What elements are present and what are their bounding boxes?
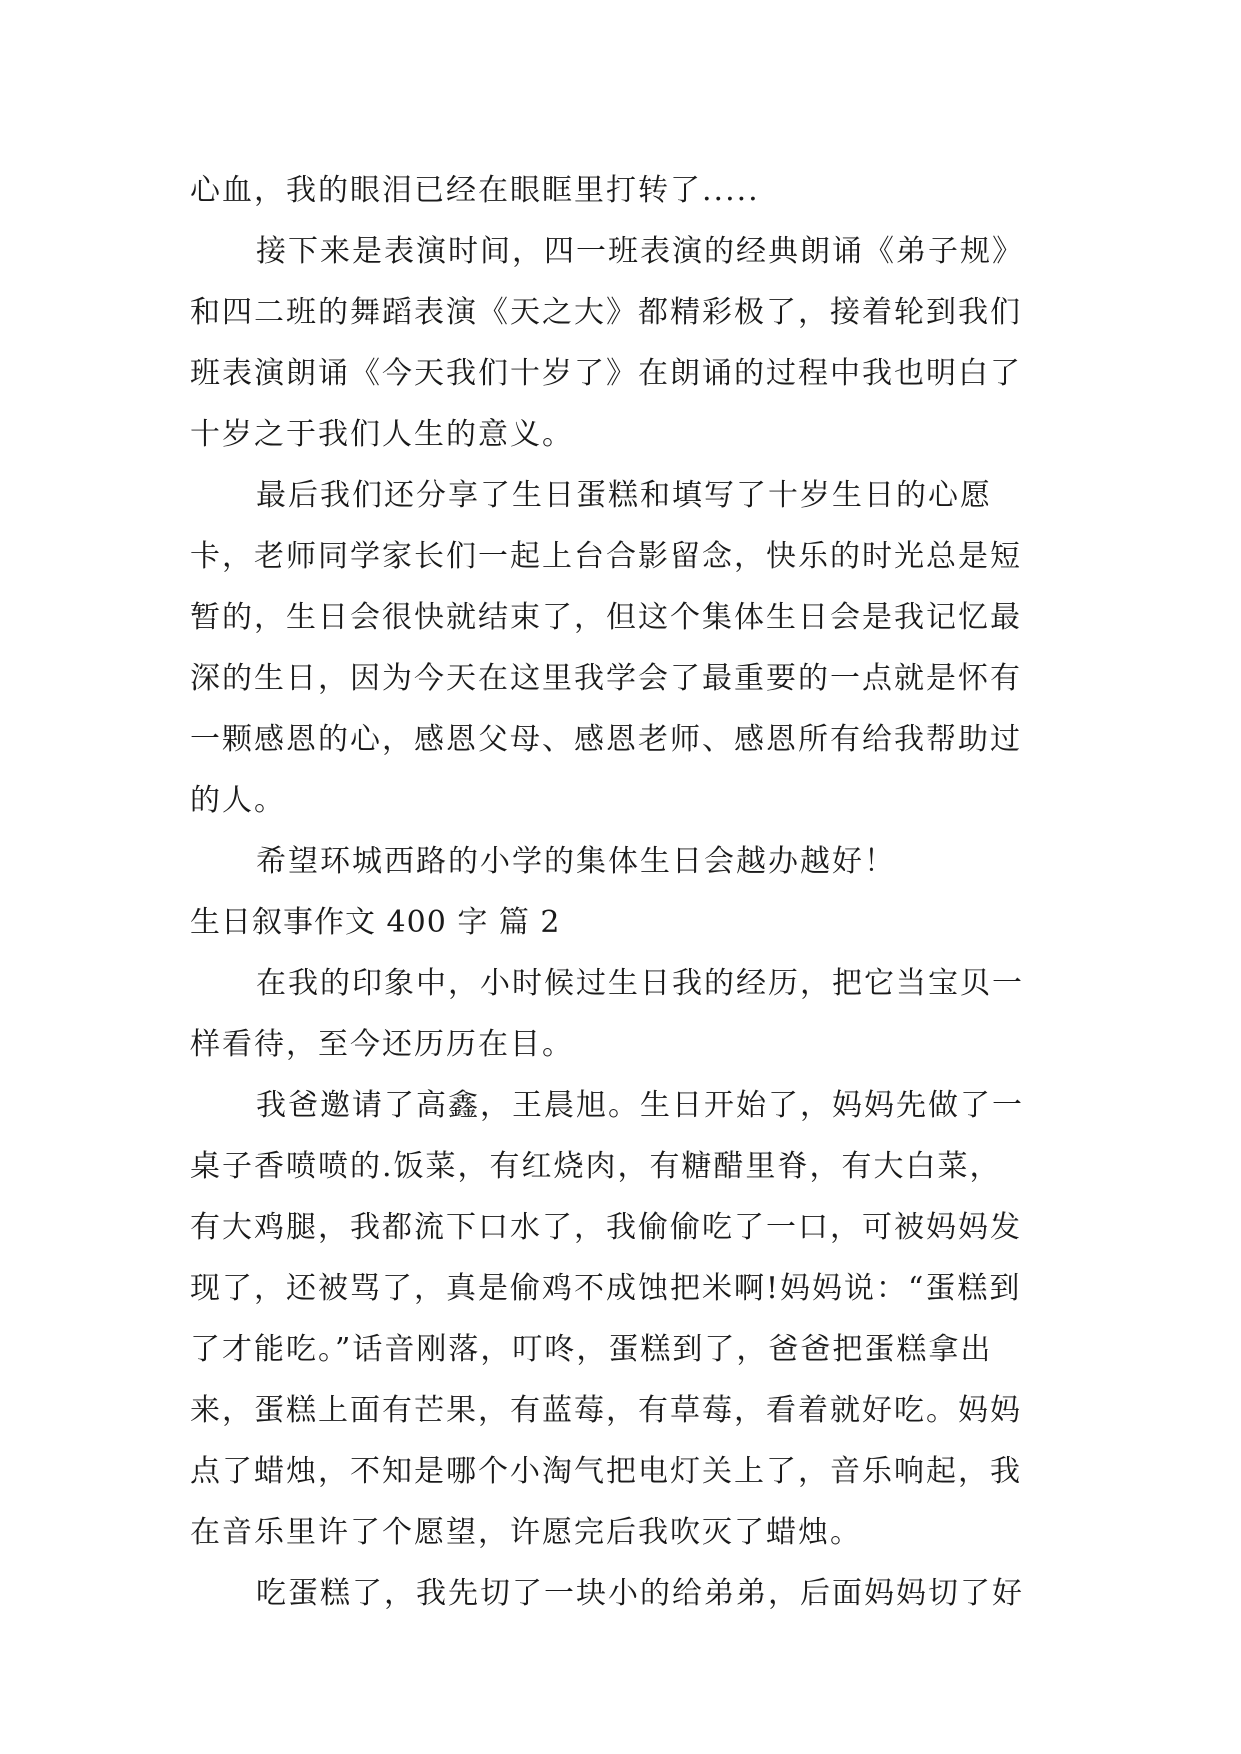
section-heading: 生日叙事作文 400 字 篇 2 [190,905,561,940]
text-line: 一颗感恩的心，感恩父母、感恩老师、感恩所有给我帮助过 [190,722,1022,757]
text-line: 有大鸡腿，我都流下口水了，我偷偷吃了一口，可被妈妈发 [190,1210,1022,1245]
text-line: 深的生日，因为今天在这里我学会了最重要的一点就是怀有 [190,661,1022,696]
text-line: 吃蛋糕了，我先切了一块小的给弟弟，后面妈妈切了好 [256,1576,1024,1611]
text-line: 在音乐里许了个愿望，许愿完后我吹灭了蜡烛。 [190,1515,862,1550]
text-line: 暂的，生日会很快就结束了，但这个集体生日会是我记忆最 [190,600,1022,635]
text-line: 最后我们还分享了生日蛋糕和填写了十岁生日的心愿 [256,478,992,513]
text-line: 班表演朗诵《今天我们十岁了》在朗诵的过程中我也明白了 [190,356,1022,391]
text-line: 卡，老师同学家长们一起上台合影留念，快乐的时光总是短 [190,539,1022,574]
text-line: 和四二班的舞蹈表演《天之大》都精彩极了，接着轮到我们 [190,295,1022,330]
text-line: 的人。 [190,783,286,818]
document-body [190,160,1060,1624]
text-line: 来，蛋糕上面有芒果，有蓝莓，有草莓，看着就好吃。妈妈 [190,1393,1022,1428]
text-line: 我爸邀请了高鑫，王晨旭。生日开始了，妈妈先做了一 [256,1088,1024,1123]
text-line: 十岁之于我们人生的意义。 [190,417,574,452]
text-line: 心血，我的眼泪已经在眼眶里打转了..... [190,173,760,208]
text-line: 希望环城西路的小学的集体生日会越办越好！ [256,844,896,879]
text-line: 桌子香喷喷的.饭菜，有红烧肉，有糖醋里脊，有大白菜， [190,1149,1002,1184]
text-line: 在我的印象中，小时候过生日我的经历，把它当宝贝一 [256,966,1024,1001]
text-line: 样看待，至今还历历在目。 [190,1027,574,1062]
text-line: 了才能吃。”话音刚落，叮咚，蛋糕到了，爸爸把蛋糕拿出 [190,1332,993,1367]
text-line: 点了蜡烛，不知是哪个小淘气把电灯关上了，音乐响起，我 [190,1454,1022,1489]
text-line: 接下来是表演时间，四一班表演的经典朗诵《弟子规》 [256,234,1024,269]
text-line: 现了，还被骂了，真是偷鸡不成蚀把米啊!妈妈说：“蛋糕到 [190,1271,1022,1306]
